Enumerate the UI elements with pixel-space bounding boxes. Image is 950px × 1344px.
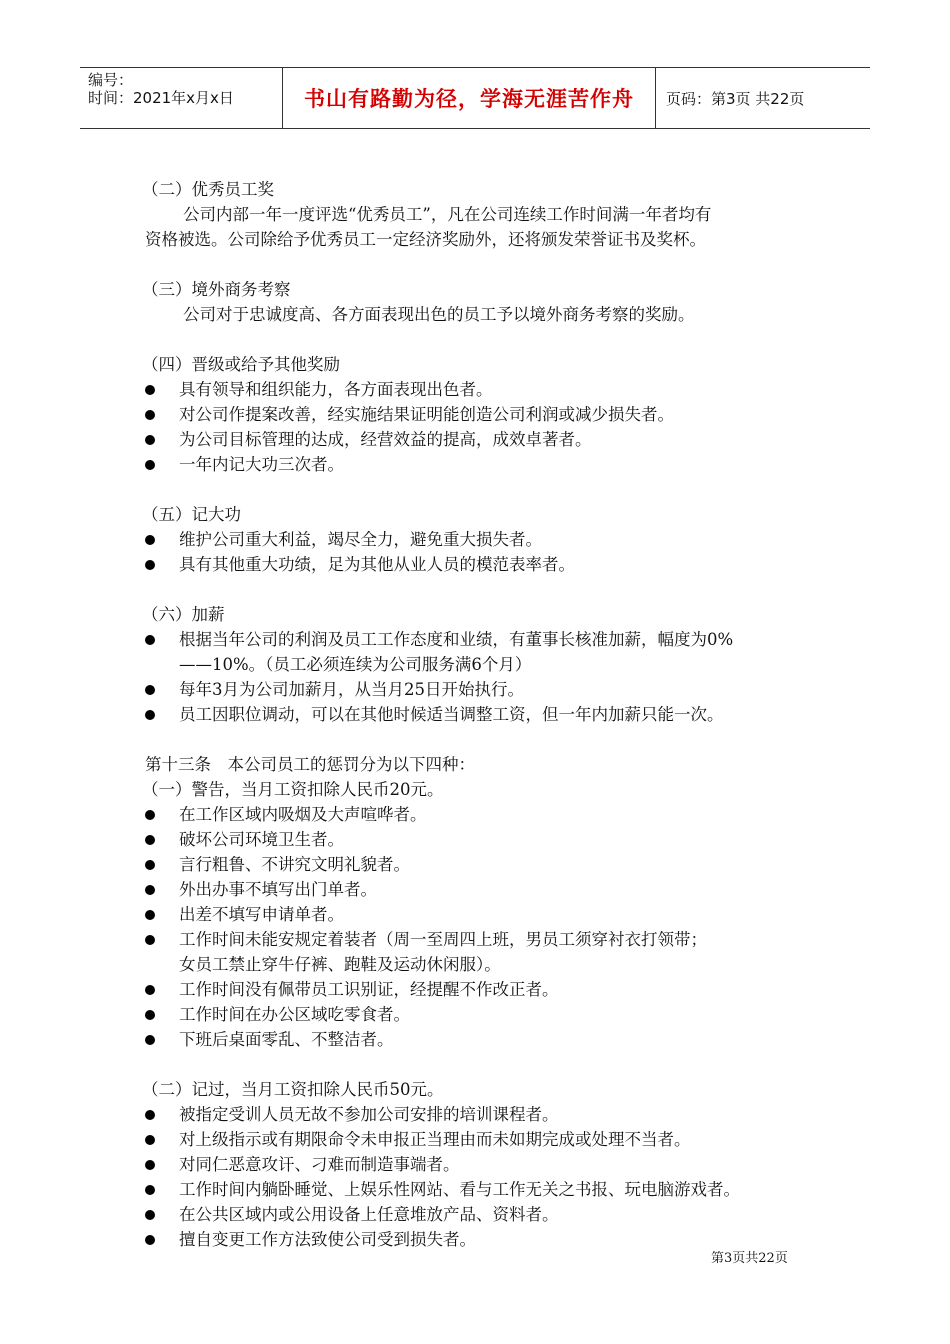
bullet-dot-icon bbox=[145, 1235, 155, 1245]
bullet-dot-icon bbox=[145, 835, 155, 845]
bullet-item bbox=[145, 552, 825, 577]
bullet-text: 被指定受训人员无故不参加公司安排的培训课程者。 bbox=[179, 1105, 559, 1124]
bullet-item bbox=[145, 427, 825, 452]
section-heading: （五）记大功 bbox=[142, 505, 241, 524]
bullet-text: 破坏公司环境卫生者。 bbox=[179, 830, 344, 849]
bullet-item bbox=[145, 1102, 825, 1127]
bullet-text: 下班后桌面零乱、不整洁者。 bbox=[179, 1030, 394, 1049]
bullet-text: 对上级指示或有期限命令未申报正当理由而未如期完成或处理不当者。 bbox=[179, 1130, 691, 1149]
bullet-item bbox=[145, 827, 825, 852]
header-page-number: 页码：第3页 共22页 bbox=[666, 89, 805, 108]
article-heading: 第十三条 本公司员工的惩罚分为以下四种： bbox=[145, 755, 475, 774]
bullet-text: 外出办事不填写出门单者。 bbox=[179, 880, 377, 899]
bullet-dot-icon bbox=[145, 1035, 155, 1045]
bullet-text: 维护公司重大利益，竭尽全力，避免重大损失者。 bbox=[179, 530, 542, 549]
bullet-text: 在工作区域内吸烟及大声喧哗者。 bbox=[179, 805, 427, 824]
bullet-dot-icon bbox=[145, 1210, 155, 1220]
bullet-text: 员工因职位调动，可以在其他时候适当调整工资，但一年内加薪只能一次。 bbox=[179, 705, 724, 724]
bullet-item bbox=[145, 402, 825, 427]
bullet-item bbox=[145, 677, 825, 702]
bullet-text: 在公共区域内或公用设备上任意堆放产品、资料者。 bbox=[179, 1205, 559, 1224]
bullet-text: 为公司目标管理的达成，经营效益的提高，成效卓著者。 bbox=[179, 430, 592, 449]
bullet-text: 对公司作提案改善，经实施结果证明能创造公司利润或减少损失者。 bbox=[179, 405, 674, 424]
paragraph-gap bbox=[145, 727, 825, 752]
bullet-text: 具有领导和组织能力，各方面表现出色者。 bbox=[179, 380, 493, 399]
bullet-item bbox=[145, 927, 825, 977]
section-heading: （一）警告，当月工资扣除人民币20元。 bbox=[142, 780, 444, 799]
bullet-dot-icon bbox=[145, 535, 155, 545]
bullet-dot-icon bbox=[145, 1110, 155, 1120]
bullet-text: 出差不填写申请单者。 bbox=[179, 905, 344, 924]
paragraph: 公司内部一年一度评选“优秀员工”，凡在公司连续工作时间满一年者均有 bbox=[183, 205, 712, 224]
bullet-dot-icon bbox=[145, 885, 155, 895]
bullet-item bbox=[145, 1177, 825, 1202]
bullet-item bbox=[145, 1027, 825, 1052]
page-footer: 第3页共22页 bbox=[711, 1251, 788, 1266]
bullet-item bbox=[145, 902, 825, 927]
bullet-dot-icon bbox=[145, 410, 155, 420]
bullet-item bbox=[145, 527, 825, 552]
bullet-item bbox=[145, 852, 825, 877]
bullet-item bbox=[145, 452, 825, 477]
bullet-dot-icon bbox=[145, 560, 155, 570]
bullet-text: 具有其他重大功绩，足为其他从业人员的模范表率者。 bbox=[179, 555, 575, 574]
document-number: 编号： bbox=[88, 71, 134, 89]
bullet-item bbox=[145, 977, 825, 1002]
section-heading: （二）记过，当月工资扣除人民币50元。 bbox=[142, 1080, 444, 1099]
bullet-text-continued: ——10%。（员工必须连续为公司服务满6个月） bbox=[179, 655, 532, 674]
bullet-text: 工作时间未能安规定着装者（周一至周四上班，男员工须穿衬衣打领带； bbox=[179, 930, 707, 949]
paragraph-gap bbox=[145, 252, 825, 277]
bullet-item bbox=[145, 1002, 825, 1027]
paragraph-gap bbox=[145, 1052, 825, 1077]
bullet-text: 一年内记大功三次者。 bbox=[179, 455, 344, 474]
bullet-dot-icon bbox=[145, 435, 155, 445]
bullet-text: 对同仁恶意攻讦、刁难而制造事端者。 bbox=[179, 1155, 460, 1174]
bullet-item bbox=[145, 1127, 825, 1152]
bullet-dot-icon bbox=[145, 935, 155, 945]
section-heading: （四）晋级或给予其他奖励 bbox=[142, 355, 340, 374]
paragraph-gap bbox=[145, 327, 825, 352]
bullet-dot-icon bbox=[145, 1185, 155, 1195]
bullet-dot-icon bbox=[145, 1160, 155, 1170]
bullet-text: 工作时间没有佩带员工识别证，经提醒不作改正者。 bbox=[179, 980, 559, 999]
bullet-item bbox=[145, 377, 825, 402]
bullet-text: 言行粗鲁、不讲究文明礼貌者。 bbox=[179, 855, 410, 874]
bullet-item bbox=[145, 627, 825, 677]
bullet-dot-icon bbox=[145, 460, 155, 470]
paragraph: 公司对于忠诚度高、各方面表现出色的员工予以境外商务考察的奖励。 bbox=[183, 305, 695, 324]
paragraph-continued: 资格被选。公司除给予优秀员工一定经济奖励外，还将颁发荣誉证书及奖杯。 bbox=[145, 230, 706, 249]
bullet-item bbox=[145, 802, 825, 827]
bullet-text: 工作时间在办公区域吃零食者。 bbox=[179, 1005, 410, 1024]
bullet-text: 工作时间内躺卧睡觉、上娱乐性网站、看与工作无关之书报、玩电脑游戏者。 bbox=[179, 1180, 740, 1199]
bullet-text: 每年3月为公司加薪月，从当月25日开始执行。 bbox=[179, 680, 524, 699]
paragraph-gap bbox=[145, 477, 825, 502]
header-motto-cell bbox=[282, 68, 656, 128]
bullet-dot-icon bbox=[145, 685, 155, 695]
document-body bbox=[142, 177, 825, 1252]
bullet-dot-icon bbox=[145, 635, 155, 645]
section-heading: （二）优秀员工奖 bbox=[142, 180, 274, 199]
paragraph-gap bbox=[145, 577, 825, 602]
section-heading: （六）加薪 bbox=[142, 605, 225, 624]
bullet-dot-icon bbox=[145, 810, 155, 820]
bullet-dot-icon bbox=[145, 1010, 155, 1020]
page-header bbox=[80, 67, 870, 129]
bullet-dot-icon bbox=[145, 1135, 155, 1145]
header-motto: 书山有路勤为径，学海无涯苦作舟 bbox=[304, 87, 634, 111]
bullet-text: 擅自变更工作方法致使公司受到损失者。 bbox=[179, 1230, 476, 1249]
bullet-dot-icon bbox=[145, 910, 155, 920]
section-heading: （三）境外商务考察 bbox=[142, 280, 291, 299]
bullet-item bbox=[145, 1152, 825, 1177]
header-page-cell bbox=[656, 68, 870, 128]
document-date: 时间：2021年x月x日 bbox=[88, 89, 234, 107]
bullet-dot-icon bbox=[145, 710, 155, 720]
header-meta bbox=[80, 68, 282, 128]
bullet-text: 根据当年公司的利润及员工工作态度和业绩，有董事长核准加薪，幅度为0% bbox=[179, 630, 734, 649]
bullet-item bbox=[145, 702, 825, 727]
bullet-dot-icon bbox=[145, 985, 155, 995]
bullet-item bbox=[145, 877, 825, 902]
bullet-text-continued: 女员工禁止穿牛仔裤、跑鞋及运动休闲服）。 bbox=[179, 955, 501, 974]
bullet-dot-icon bbox=[145, 860, 155, 870]
bullet-dot-icon bbox=[145, 385, 155, 395]
bullet-item bbox=[145, 1202, 825, 1227]
